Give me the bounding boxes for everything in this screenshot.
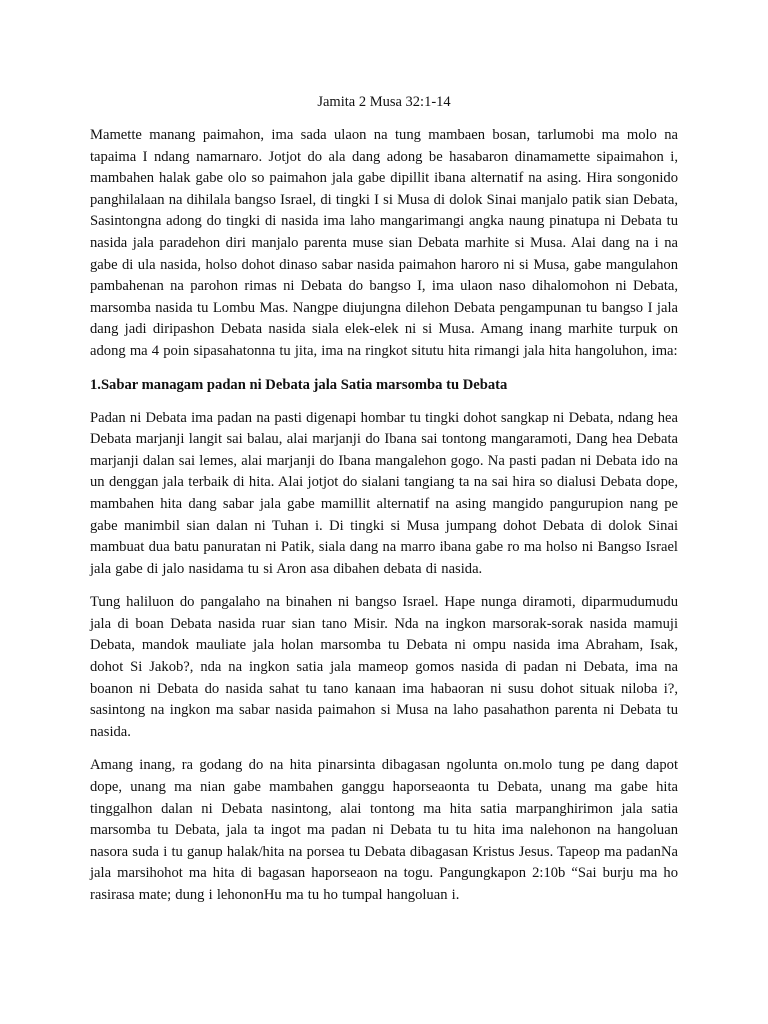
intro-paragraph: Mamette manang paimahon, ima sada ulaon na tung mambaen bosan, tarlumobi ma molo na tapaima I ndang namarnaro. Jotjot do ala dang adong be hasabaron dinamamette sipaimahon i, mambahen halak gabe olo so paimahon jala gabe dipillit ibana alternatif na asing. Hira songonido panghilalaan na dihilala bangso Israel, di tingki I si Musa di dolok Sinai manjalo patik sian Debata, Sasintongna adong do tingki di nasida ima laho mangarimangi angka naung pinatupa ni Debata tu nasida jala paradehon diri manjalo parenta muse sian Debata marhite si Musa. Alai dang na i na gabe di ula nasida, holso dohot dinaso sabar nasida paimahon haroro ni si Musa, gabe mangulahon pambahenan na parohon rimas ni Debata do bangso I, ima ulaon naso dihalomohon ni Debata, marsomba nasida tu Lombu Mas. Nangpe diujungna dilehon Debata pengampunan tu bangso I jala dang jadi diripashon Debata nasida siala elek-elek ni si Musa. Amang inang marhite turpuk on adong ma 4 poin sipasahatonna tu jita, ima na ringkot situtu hita rimangi jala hita hangoluhon, ima:	[90, 127, 678, 359]
section-paragraph-2: Tung haliluon do pangalaho na binahen ni bangso Israel. Hape nunga diramoti, diparmudumudu jala di boan Debata nasida ruar sian tano Misir. Nda na ingkon marsorak-sorak nasida mamuji Debata, mandok mauliate jala holan marsomba tu Debata ni ompu nasida ima Abraham, Isak, dohot Si Jakob?, nda na ingkon satia jala mameop gomos nasida di padan ni Debata, ima na boanon ni Debata do nasida sahat tu tano kanaan ima habaoran ni susu dohot situak niloba i?, sasintong na ingkon ma sabar nasida paimahon si Musa na laho pasahathon parenta ni Debata tu nasida.	[90, 594, 678, 740]
section-paragraph-1: Padan ni Debata ima padan na pasti digenapi hombar tu tingki dohot sangkap ni Debata, ndang hea Debata marjanji langit sai balau, alai marjanji do Ibana sai tontong mangaramoti, Dang hea Debata marjanji dalan sai lemes, alai marjanji do Ibana mangalehon gogo. Na pasti padan ni Debata ido na un denggan jala terbaik di hita. Alai jotjot do sialani tangiang ta na sai hira so dialusi Debata dope, mambahen hita dang sabar jala gabe mamillit alternatif na asing mangido pangurupion nang pe gabe manimbil sian dalan ni Tuhan i. Di tingki si Musa jumpang dohot Debata di dolok Sinai mambuat dua batu panuratan ni Patik, siala dang na marro ibana gabe ro ma holso ni Bangso Israel jala gabe di jalo nasidama tu si Aron asa dibahen debata di nasida.	[90, 409, 678, 577]
section-heading: 1.Sabar managam padan ni Debata jala Satia marsomba tu Debata	[90, 376, 508, 393]
section-paragraph-3: Amang inang, ra godang do na hita pinarsinta dibagasan ngolunta on.molo tung pe dang dapot dope, unang ma nian gabe mambahen ganggu haporseaonta tu Debata, unang ma gabe hita tinggalhon dalan ni Debata nasintong, alai tontong ma hita satia marpanghirimon jala satia marsomba tu Debata, jala ta ingot ma padan ni Debata tu tu hita ima nalehonon na hangoluan nasora suda i tu ganup halak/hita na porsea tu Debata dibagasan Kristus Jesus. Tapeop ma padanNa jala marsihohot ma hita di bagasan haporseaon na togu. Pangungkapon 2:10b “Sai burju ma ho rasirasa mate; dung i lehononHu ma tu ho tumpal hangoluan i.	[90, 757, 678, 903]
document-body	[90, 125, 678, 919]
document-title: Jamita 2 Musa 32:1-14	[317, 94, 451, 110]
